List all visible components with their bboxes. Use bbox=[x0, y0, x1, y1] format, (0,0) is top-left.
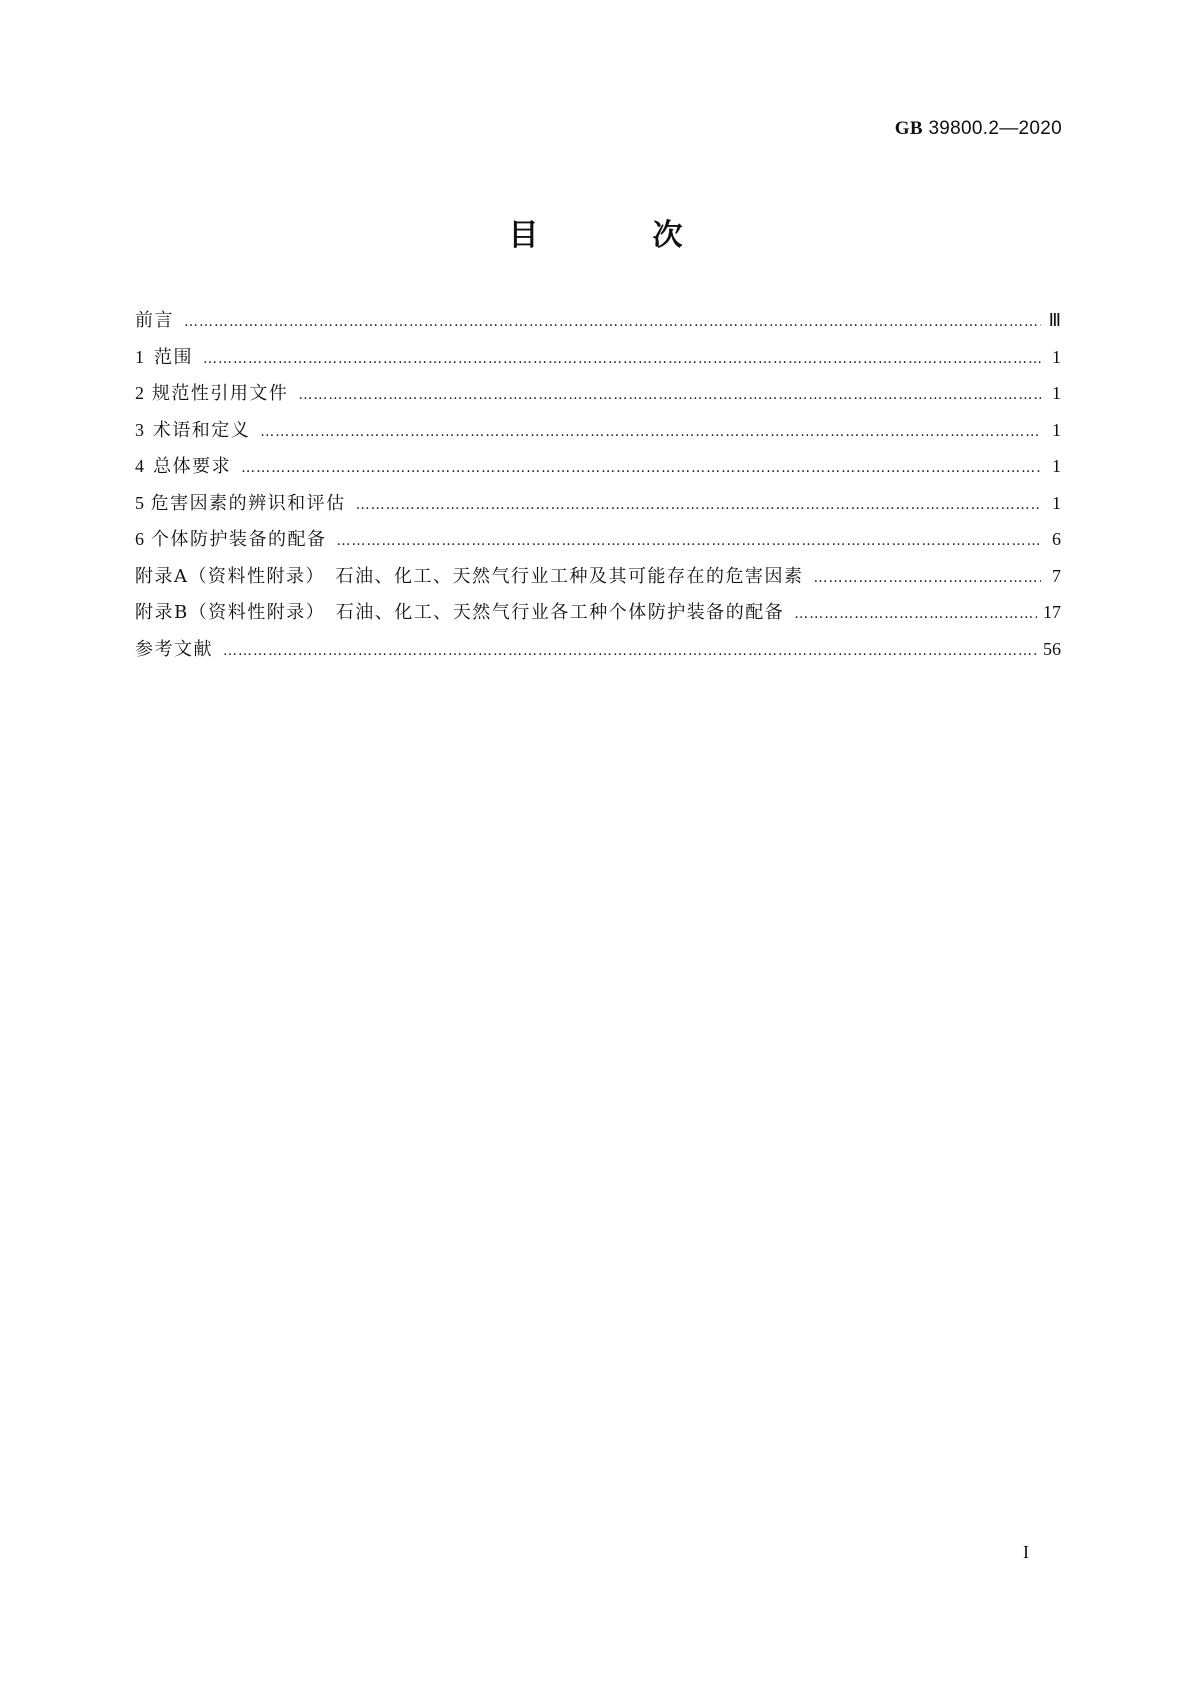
toc-entry-page: 1 bbox=[1052, 456, 1061, 476]
toc-entry-number: 1 bbox=[135, 346, 144, 367]
toc-leader-dots bbox=[794, 596, 1037, 633]
toc-leader-dots bbox=[814, 560, 1042, 597]
toc-entry-label: 个体防护装备的配备 bbox=[151, 529, 327, 550]
toc-entry-terms-definitions[interactable] bbox=[135, 412, 1061, 449]
standard-number: 39800.2—2020 bbox=[928, 118, 1062, 139]
toc-entry-label: 规范性引用文件 bbox=[151, 383, 289, 404]
toc-leader-dots bbox=[298, 377, 1041, 414]
toc-entry-label: 附录B（资料性附录） 石油、化工、天然气行业各工种个体防护装备的配备 bbox=[135, 602, 785, 623]
toc-leader-dots bbox=[223, 633, 1037, 670]
toc-entry-ppe-provision[interactable] bbox=[135, 521, 1061, 558]
toc-entry-bibliography[interactable] bbox=[135, 631, 1061, 668]
toc-entry-number: 4 bbox=[135, 456, 144, 476]
toc-entry-scope[interactable] bbox=[135, 339, 1061, 376]
toc-entry-number: 5 bbox=[135, 492, 144, 513]
toc-entry-label: 前言 bbox=[135, 310, 174, 331]
toc-entry-number: 2 bbox=[135, 383, 144, 403]
toc-entry-hazard-identification[interactable] bbox=[135, 485, 1061, 522]
toc-leader-dots bbox=[241, 450, 1041, 487]
page-number: I bbox=[1023, 1542, 1029, 1562]
toc-leader-dots bbox=[260, 414, 1041, 451]
toc-entry-page: 17 bbox=[1043, 602, 1061, 622]
page-title: 目 次 bbox=[508, 218, 725, 253]
toc-entry-page: 56 bbox=[1043, 638, 1061, 659]
toc-entry-page: Ⅲ bbox=[1048, 310, 1061, 330]
toc-entry-label: 术语和定义 bbox=[152, 419, 251, 441]
toc-entry-page: 1 bbox=[1052, 383, 1061, 403]
toc-entry-label: 危害因素的辨识和评估 bbox=[150, 492, 346, 514]
toc-entry-label: 总体要求 bbox=[153, 456, 232, 477]
toc-entry-foreword[interactable] bbox=[135, 302, 1061, 339]
toc-entry-label: 附录A（资料性附录） 石油、化工、天然气行业工种及其可能存在的危害因素 bbox=[135, 565, 804, 587]
toc-entry-page: 1 bbox=[1052, 492, 1061, 513]
toc-entry-page: 1 bbox=[1052, 419, 1061, 440]
toc-entry-page: 1 bbox=[1052, 346, 1061, 367]
table-of-contents bbox=[135, 302, 1061, 667]
toc-leader-dots bbox=[337, 523, 1041, 560]
toc-entry-annex-b[interactable] bbox=[135, 594, 1061, 631]
toc-entry-label: 范围 bbox=[154, 346, 194, 368]
toc-entry-page: 6 bbox=[1052, 529, 1061, 549]
toc-entry-normative-references[interactable] bbox=[135, 375, 1061, 412]
toc-leader-dots bbox=[184, 304, 1041, 341]
toc-entry-number: 3 bbox=[135, 419, 144, 440]
standard-code bbox=[895, 118, 1062, 140]
toc-entry-general-requirements[interactable] bbox=[135, 448, 1061, 485]
toc-leader-dots bbox=[356, 487, 1041, 524]
toc-entry-annex-a[interactable] bbox=[135, 558, 1061, 595]
toc-entry-label: 参考文献 bbox=[135, 638, 213, 660]
toc-leader-dots bbox=[203, 341, 1041, 378]
toc-entry-page: 7 bbox=[1052, 565, 1061, 586]
toc-entry-number: 6 bbox=[135, 529, 144, 549]
standard-prefix: GB bbox=[894, 118, 923, 139]
